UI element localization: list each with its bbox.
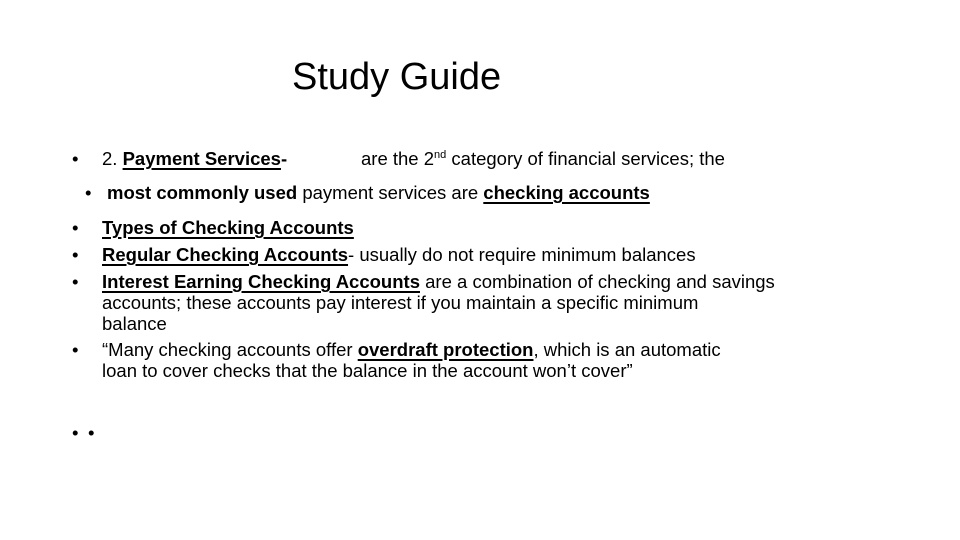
- term-interest-earning-checking-accounts: Interest Earning Checking Accounts: [102, 271, 420, 292]
- ordinal-suffix: nd: [434, 149, 447, 161]
- item-types-of-checking: [102, 217, 354, 239]
- bullet-1: •: [72, 148, 79, 169]
- item-payment-services: [102, 148, 287, 170]
- item-regular-checking: Regular Checking Accounts- usually do not require minimum balances: [102, 244, 696, 265]
- term-types-of-checking-accounts: Types of Checking Accounts: [102, 217, 354, 238]
- term-overdraft-protection: overdraft protection: [357, 339, 534, 360]
- empty-bullet-1: •: [72, 422, 79, 443]
- item-overdraft-quote: “Many checking accounts offer overdraft protection, which is an automatic: [102, 339, 721, 360]
- bullet-2: •: [85, 182, 92, 203]
- item-interest-earning-line-2: accounts; these accounts pay interest if you maintain a specific minimum: [102, 292, 699, 313]
- item-interest-earning: Interest Earning Checking Accounts are a combination of checking and savings: [102, 271, 775, 292]
- item-most-commonly-used: most commonly used payment services are checking accounts: [107, 182, 650, 203]
- item-interest-earning-line-3: balance: [102, 313, 167, 334]
- empty-bullet-2: •: [88, 422, 95, 443]
- bullet-4: •: [72, 244, 79, 265]
- item-overdraft-quote-line-2: loan to cover checks that the balance in the account won’t cover”: [102, 360, 633, 381]
- bullet-6: •: [72, 339, 79, 360]
- item-number: 2.: [102, 148, 123, 169]
- term-payment-services: Payment Services: [122, 148, 281, 169]
- term-checking-accounts: checking accounts: [483, 182, 650, 203]
- bold-most-commonly-used: most commonly used: [107, 182, 298, 203]
- term-regular-checking-accounts: Regular Checking Accounts: [102, 244, 349, 265]
- item-payment-services-desc: are the 2nd category of financial services; the: [361, 148, 725, 169]
- bullet-3: •: [72, 217, 79, 238]
- term-dash: -: [280, 148, 288, 169]
- slide-title: Study Guide: [292, 56, 502, 98]
- bullet-5: •: [72, 271, 79, 292]
